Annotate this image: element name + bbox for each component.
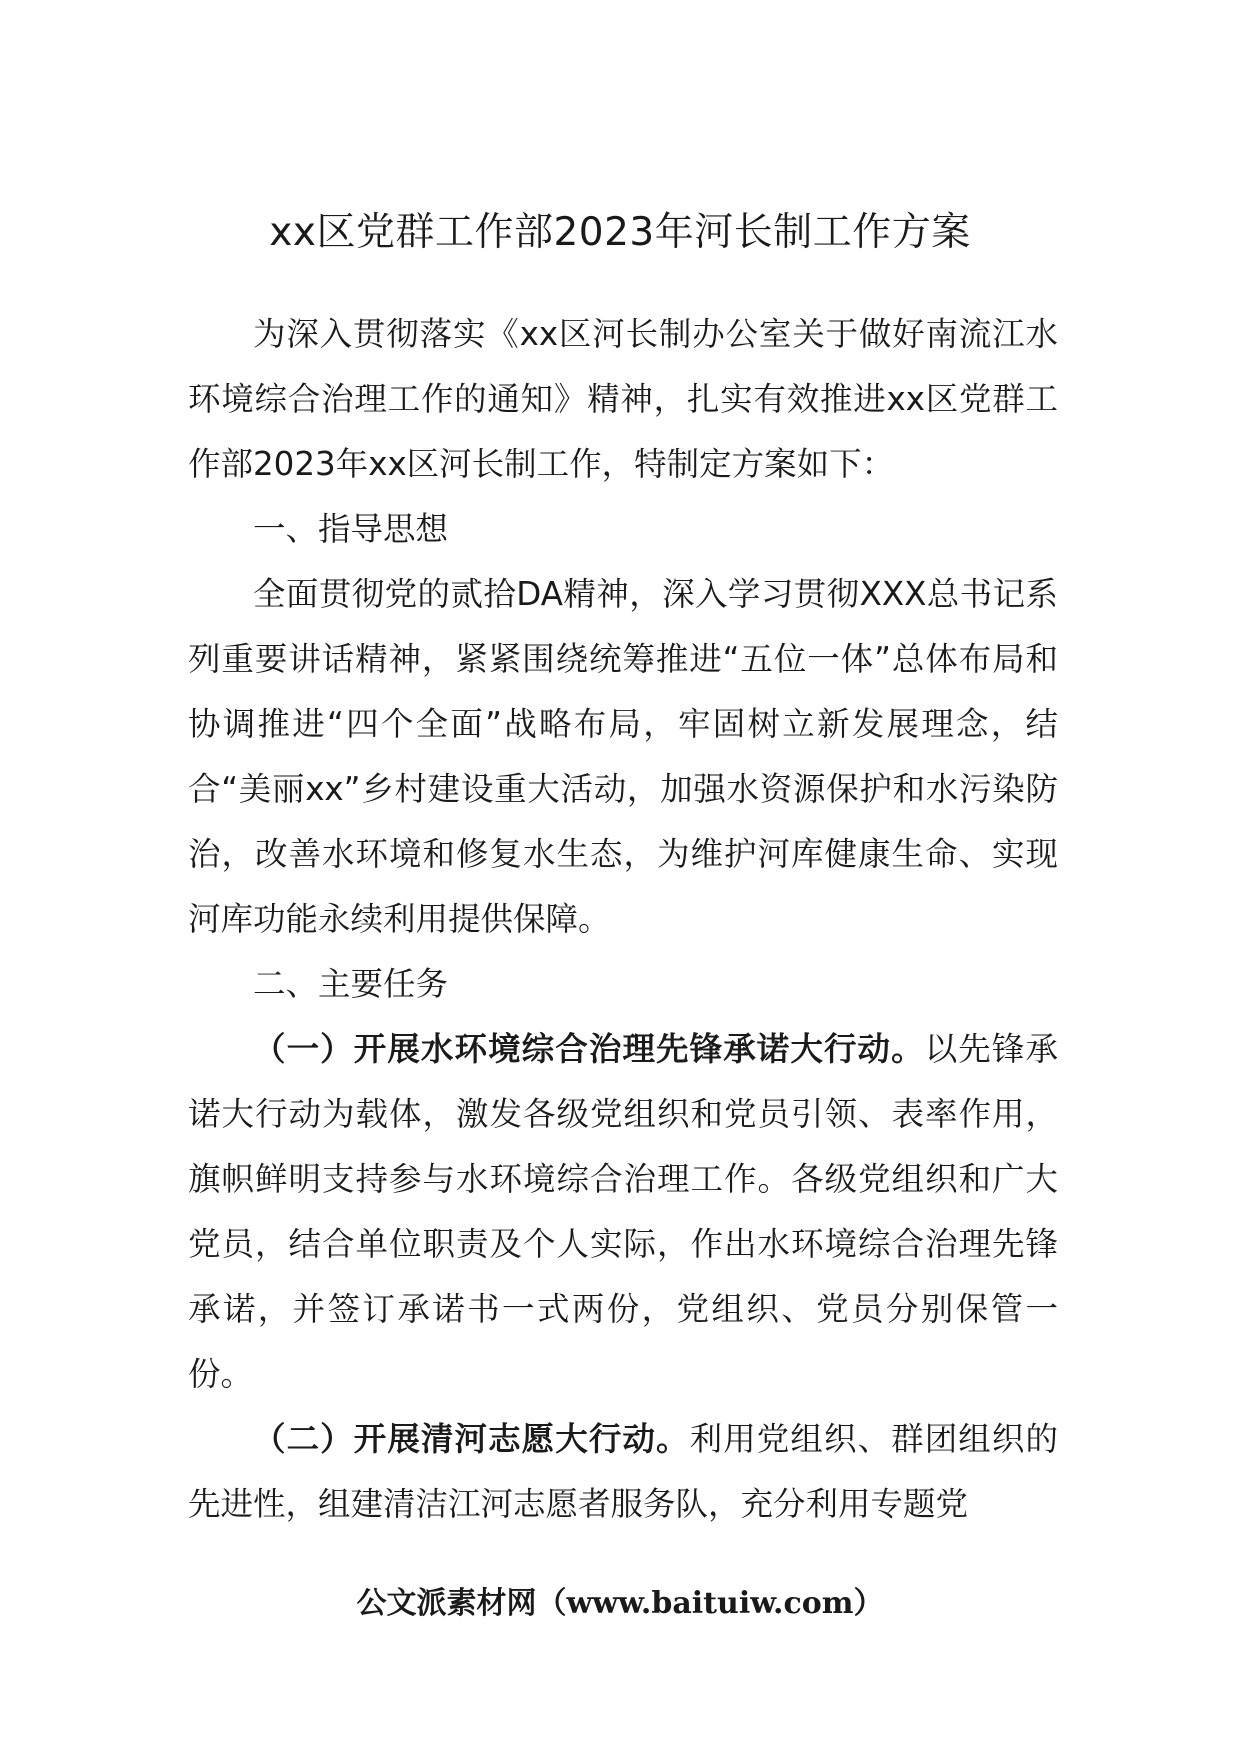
task-2-heading: （二）开展清河志愿大行动。 — [253, 1420, 690, 1458]
footer-watermark: 公文派素材网（www.baituiw.com） — [356, 1586, 884, 1621]
document-title: xx区党群工作部2023年河长制工作方案 — [269, 210, 971, 255]
task-1-text: 以先锋承诺大行动为载体，激发各级党组织和党员引领、表率作用，旗帜鲜明支持参与水环境综合治理工作。各级党组织和广大党员，结合单位职责及个人实际，作出水环境综合治理先锋承诺，并签订承诺书一式两份，党组织、党员分别保管一份。 — [188, 1030, 1058, 1393]
document-body — [188, 302, 1058, 1537]
guiding-ideology-paragraph: 全面贯彻党的贰拾DA精神，深入学习贯彻XXX总书记系列重要讲话精神，紧紧围绕统筹推进“五位一体”总体布局和协调推进“四个全面”战略布局，牢固树立新发展理念，结合“美丽xx”乡村建设重大活动，加强水资源保护和水污染防治，改善水环境和修复水生态，为维护河库健康生命、实现河库功能永续利用提供保障。 — [188, 575, 1058, 938]
task-1-paragraph — [188, 1017, 1058, 1407]
task-1-heading: （一）开展水环境综合治理先锋承诺大行动。 — [253, 1030, 925, 1068]
section-heading-main-tasks: 二、主要任务 — [253, 965, 449, 1003]
task-2-paragraph — [188, 1407, 1058, 1537]
section-heading-guiding-ideology: 一、指导思想 — [253, 510, 449, 548]
task-2-text: 利用党组织、群团组织的先进性，组建清洁江河志愿者服务队，充分利用专题党 — [188, 1420, 1058, 1523]
intro-paragraph: 为深入贯彻落实《xx区河长制办公室关于做好南流江水环境综合治理工作的通知》精神，扎实有效推进xx区党群工作部2023年xx区河长制工作，特制定方案如下： — [188, 315, 1058, 483]
